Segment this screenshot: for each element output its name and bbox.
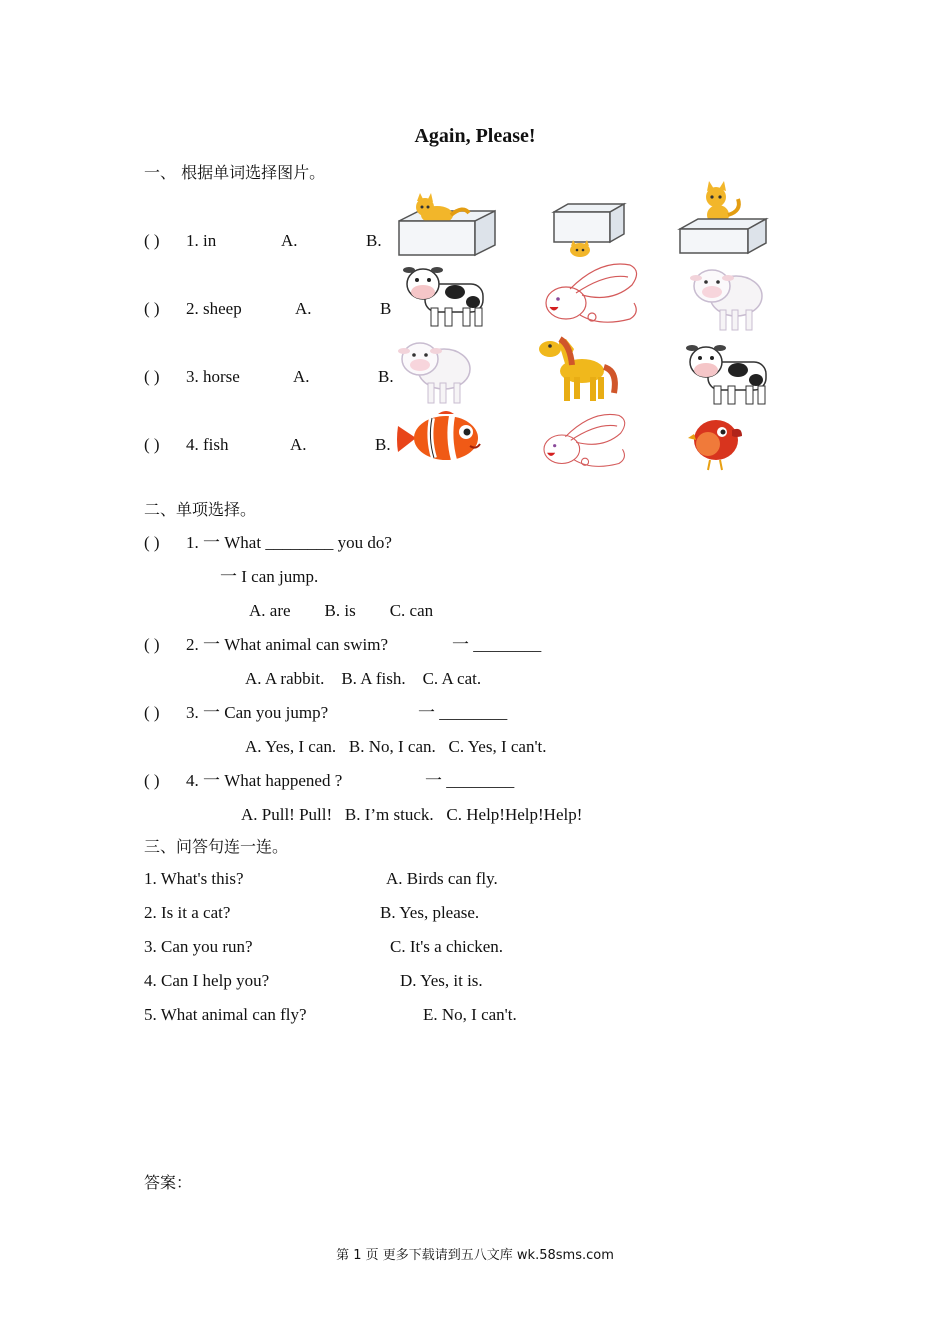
sheep-icon — [686, 260, 766, 332]
cow-icon — [403, 262, 489, 328]
q4-option-a: A. — [290, 435, 307, 454]
section2-heading: 二、单项选择。 — [144, 500, 257, 519]
s2-q4-options: A. Pull! Pull! B. I’m stuck. C. Help!Help!Help! — [241, 805, 583, 824]
match-answer: E. No, I can't. — [423, 1005, 517, 1024]
match-question: 2. Is it a cat? — [144, 903, 231, 922]
answer-label: 答案： — [144, 1173, 193, 1192]
cow-icon — [686, 340, 772, 406]
q4-paren: ( ) — [144, 435, 160, 454]
rabbit-icon — [540, 259, 644, 333]
q2-paren: ( ) — [144, 299, 160, 318]
s2-q3-question: 3. 一 Can you jump? — [186, 703, 329, 722]
q2-option-b: B — [380, 299, 392, 318]
q1-word: 1. in — [186, 231, 217, 250]
sheep-icon — [394, 333, 474, 405]
cat-in-box-icon — [395, 193, 497, 257]
q2-option-a: A. — [295, 299, 312, 318]
s2-q1-options: A. are B. is C. can — [249, 601, 434, 620]
match-question: 4. Can I help you? — [144, 971, 270, 990]
q4-option-b: B. — [375, 435, 391, 454]
s2-q4-paren: ( ) — [144, 771, 160, 790]
s2-q2-paren: ( ) — [144, 635, 160, 654]
s2-q4-question: 4. 一 What happened ? — [186, 771, 343, 790]
s2-q2-question: 2. 一 What animal can swim? — [186, 635, 389, 654]
cat-on-box-icon — [672, 181, 772, 255]
q4-word: 4. fish — [186, 435, 229, 454]
match-question: 5. What animal can fly? — [144, 1005, 307, 1024]
page-footer: 第 1 页 更多下载请到五八文库 wk.58sms.com — [336, 1248, 614, 1263]
match-question: 3. Can you run? — [144, 937, 253, 956]
page-title: Again, Please! — [414, 125, 536, 147]
bird-icon — [688, 410, 744, 472]
q3-option-a: A. — [293, 367, 310, 386]
rabbit-icon — [538, 410, 632, 476]
s2-q1-paren: ( ) — [144, 533, 160, 552]
s2-q1-question: 1. 一 What ________ you do? — [186, 533, 392, 552]
match-answer: C. It's a chicken. — [390, 937, 504, 956]
q3-paren: ( ) — [144, 367, 160, 386]
q1-paren: ( ) — [144, 231, 160, 250]
section1-heading: 一、 根据单词选择图片。 — [144, 163, 326, 182]
q1-option-a: A. — [281, 231, 298, 250]
cat-under-box-icon — [548, 200, 628, 258]
horse-icon — [538, 335, 618, 403]
match-answer: A. Birds can fly. — [386, 869, 498, 888]
s2-q2-reply: 一 ________ — [452, 635, 542, 654]
s2-q4-reply: 一 ________ — [425, 771, 515, 790]
s2-q3-options: A. Yes, I can. B. No, I can. C. Yes, I can't. — [245, 737, 547, 756]
section3-heading: 三、问答句连一连。 — [144, 837, 289, 856]
q3-word: 3. horse — [186, 367, 240, 386]
s2-q2-options: A. A rabbit. B. A fish. C. A cat. — [245, 669, 482, 688]
s2-q3-paren: ( ) — [144, 703, 160, 722]
s2-q1-answer: 一 I can jump. — [220, 567, 319, 586]
fish-icon — [396, 408, 484, 468]
s2-q3-reply: 一 ________ — [418, 703, 508, 722]
match-answer: B. Yes, please. — [380, 903, 480, 922]
match-question: 1. What's this? — [144, 869, 244, 888]
q3-option-b: B. — [378, 367, 394, 386]
q1-option-b: B. — [366, 231, 382, 250]
match-answer: D. Yes, it is. — [400, 971, 483, 990]
q2-word: 2. sheep — [186, 299, 242, 318]
